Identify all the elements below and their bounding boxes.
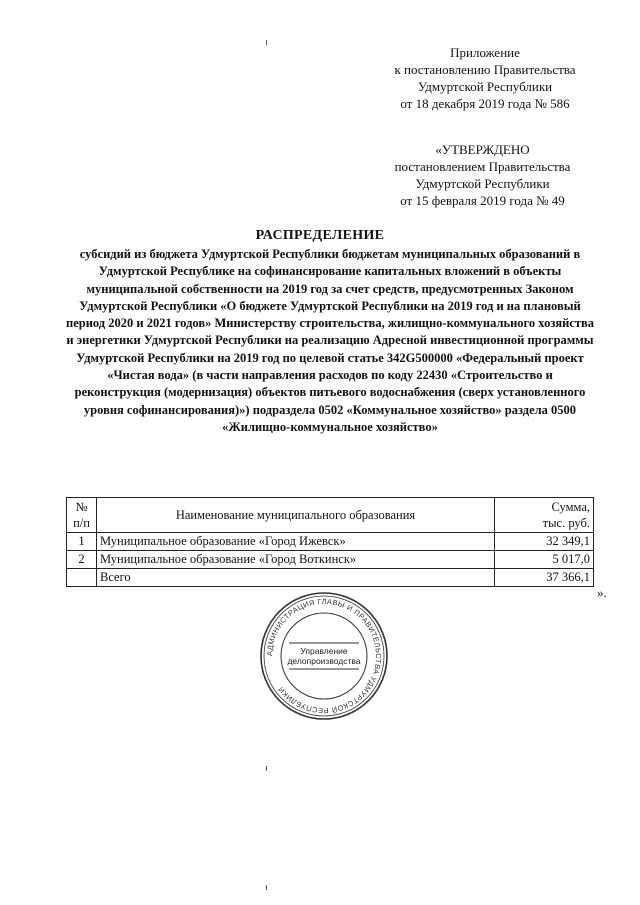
table-row	[67, 533, 594, 551]
document-subtitle: субсидий из бюджета Удмуртской Республики бюджетам муниципальных образований в Удмуртской Республике на софинансирование капитальных вложений в объекты муниципальной собственности на 2019 год за счет средств, предусмотренных Законом Удмуртской Республики «О бюджете Удмуртской Республики на 2019 год и на плановый период 2020 и 2021 годов» Министерству строительства, жилищно-коммунального хозяйства и энергетики Удмуртской Республики на реализацию Адресной инвестиционной программы Удмуртской Республики на 2019 год по целевой статье 342G500000 «Федеральный проект «Чистая вода» (в части направления расходов по коду 22430 «Строительство и реконструкция (модернизация) объектов питьевого водоснабжения (сверх установленного уровня софинансирования)») подраздела 0502 «Коммунальное хозяйство» раздела 0500 «Жилищно-коммунальное хозяйство»	[66, 247, 594, 434]
scan-mark	[266, 885, 267, 890]
row-num: 2	[67, 551, 97, 569]
approved-line: Удмуртской Республики	[415, 176, 550, 191]
header-name: Наименование муниципального образования	[97, 498, 495, 533]
row-num: 1	[67, 533, 97, 551]
total-num	[67, 569, 97, 587]
scan-mark	[266, 766, 267, 771]
row-name: Муниципальное образование «Город Ижевск»	[97, 533, 495, 551]
table-total-row	[67, 569, 594, 587]
approved-line: от 15 февраля 2019 года № 49	[400, 193, 565, 208]
table-header-row	[67, 498, 594, 533]
total-label: Всего	[97, 569, 495, 587]
header-sum	[495, 498, 594, 533]
approved-line: «УТВЕРЖДЕНО	[435, 142, 530, 157]
row-name: Муниципальное образование «Город Воткинск»	[97, 551, 495, 569]
table-row	[67, 551, 594, 569]
appendix-line: Приложение	[450, 45, 520, 60]
header-sum-line: тыс. руб.	[542, 516, 590, 530]
appendix-line: к постановлению Правительства	[394, 62, 576, 77]
document-title: РАСПРЕДЕЛЕНИЕ	[255, 228, 385, 243]
stamp-line: Управление	[300, 646, 348, 656]
row-sum: 5 017,0	[495, 551, 594, 569]
appendix-block	[380, 44, 590, 112]
distribution-table	[66, 497, 594, 587]
row-sum: 32 349,1	[495, 533, 594, 551]
header-num-line: №	[75, 500, 88, 514]
header-sum-line: Сумма,	[551, 500, 590, 514]
stamp-seal-icon	[258, 590, 390, 722]
approved-line: постановлением Правительства	[394, 159, 571, 174]
header-num-line: п/п	[73, 516, 90, 530]
total-sum: 37 366,1	[495, 569, 594, 587]
closing-quote: ».	[597, 585, 607, 600]
appendix-line: Удмуртской Республики	[417, 79, 553, 94]
approved-block	[370, 141, 595, 209]
stamp-ring-text: АДМИНИСТРАЦИЯ ГЛАВЫ И ПРАВИТЕЛЬСТВА УДМУРТСКОЙ РЕСПУБЛИКИ	[264, 596, 384, 716]
scan-mark	[266, 40, 267, 45]
header-num	[67, 498, 97, 533]
stamp-line: делопроизводства	[287, 656, 361, 666]
appendix-line: от 18 декабря 2019 года № 586	[400, 96, 570, 111]
